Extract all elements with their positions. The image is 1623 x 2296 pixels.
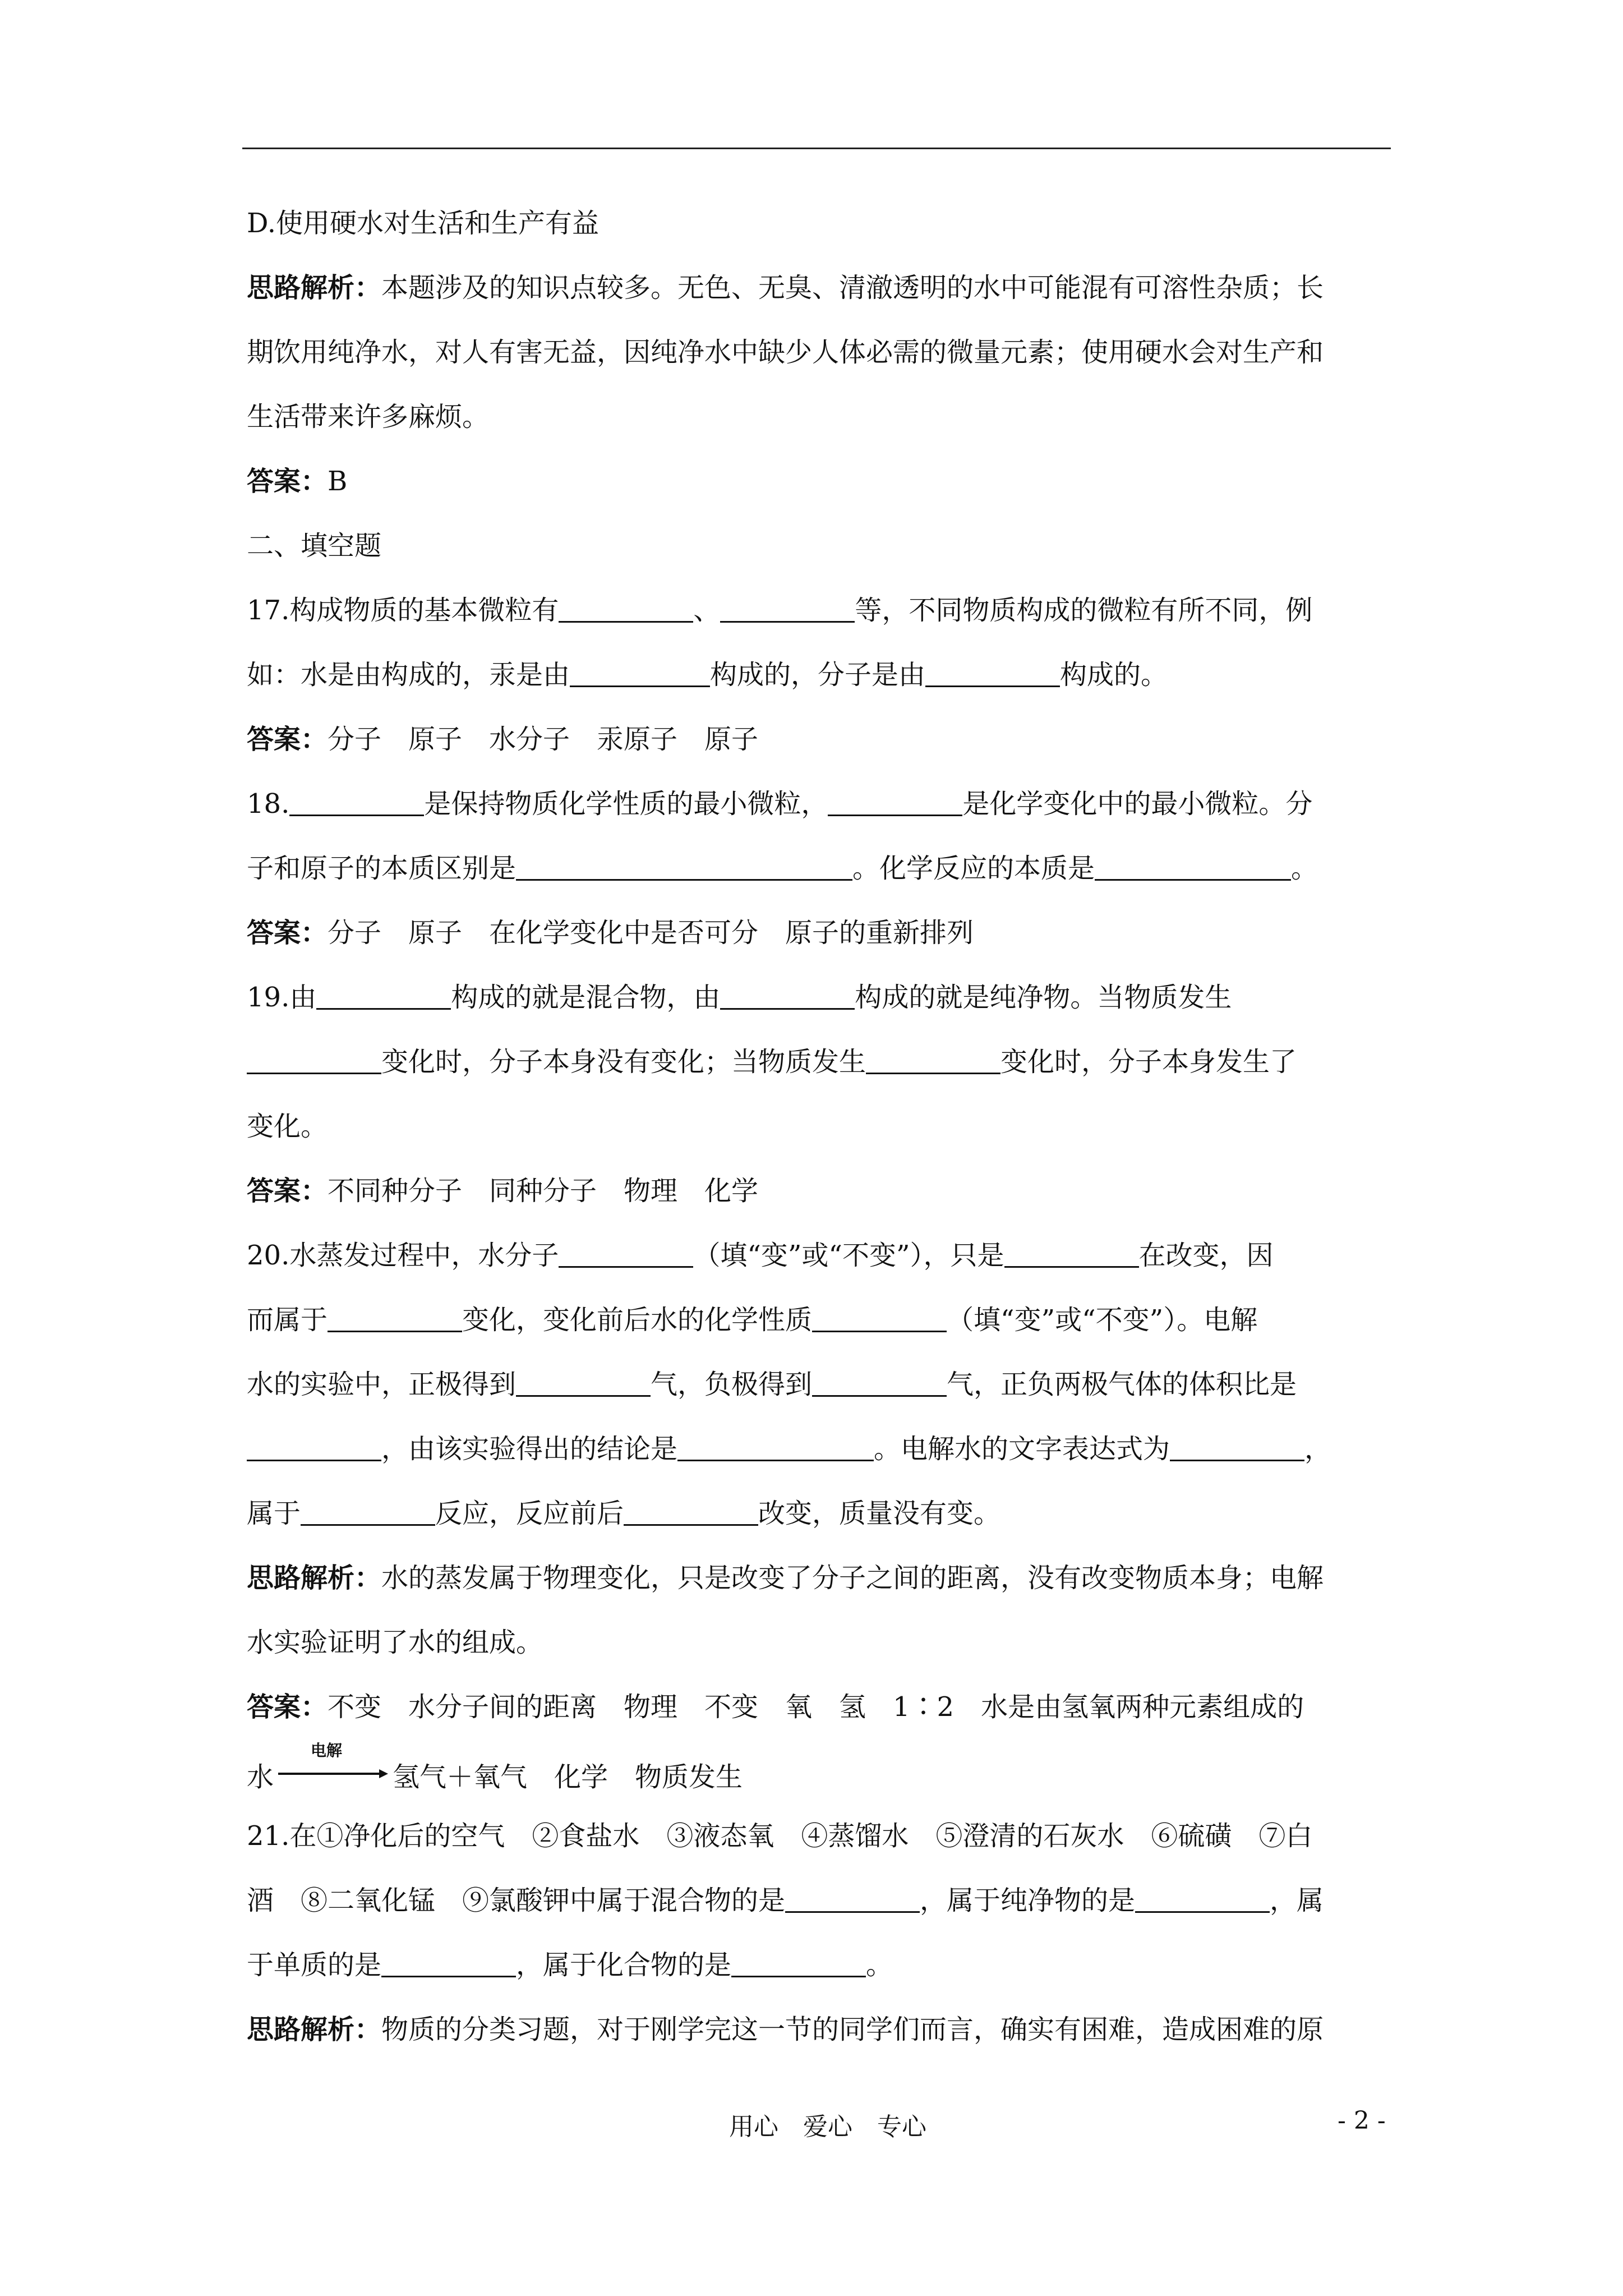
text-line: 水的实验中，正极得到 气，负极得到 气，正负两极气体的体积比是 [247, 1369, 1297, 1400]
blank [559, 1240, 693, 1268]
text-line: 生活带来许多麻烦。 [247, 401, 490, 432]
text-line: 于单质的是 ，属于化合物的是 。 [247, 1949, 893, 1981]
blank [812, 1369, 947, 1397]
blank [1095, 853, 1291, 881]
blank [516, 1369, 651, 1397]
answer-line: 答案：不变 水分子间的距离 物理 不变 氧 氢 1∶2 水是由氢氧两种元素组成的 [247, 1691, 1304, 1723]
blank [677, 1434, 874, 1461]
equation-line: 水 电解 氢气＋氧气 化学 物质发生 [247, 1741, 743, 1793]
blank [381, 1950, 516, 1977]
document-body [247, 208, 1391, 2078]
question-21-line: 21.在①净化后的空气 ②食盐水 ③液态氧 ④蒸馏水 ⑤澄清的石灰水 ⑥硫磺 ⑦白 [247, 1820, 1313, 1852]
text-line: 属于 反应，反应前后 改变，质量没有变。 [247, 1498, 1001, 1529]
reaction-condition: 电解 [311, 1741, 343, 1760]
blank [516, 853, 852, 881]
answer-line: 答案：B [247, 466, 348, 497]
answer-label: 答案： [247, 917, 328, 949]
blank [720, 595, 855, 623]
blank [247, 1047, 381, 1074]
answer-line: 答案：分子 原子 水分子 汞原子 原子 [247, 724, 759, 755]
text-line: ，由该实验得出的结论是 。电解水的文字表达式为 ， [247, 1433, 1391, 1498]
text-line: 期饮用纯净水，对人有害无益，因纯净水中缺少人体必需的微量元素；使用硬水会对生产和 [247, 337, 1324, 368]
answer-line: 答案：不同种分子 同种分子 物理 化学 [247, 1175, 759, 1207]
answer-label: 答案： [247, 1691, 328, 1723]
blank [1170, 1434, 1304, 1461]
blank [720, 982, 855, 1010]
question-17-line: 17.构成物质的基本微粒有 、 等，不同物质构成的微粒有所不同，例 [247, 595, 1313, 626]
text-line: 变化时，分子本身没有变化；当物质发生 变化时，分子本身发生了 [247, 1046, 1391, 1111]
blank [828, 789, 962, 816]
blank [559, 595, 693, 623]
text-line: 水实验证明了水的组成。 [247, 1627, 543, 1658]
reaction-arrow [277, 1741, 389, 1789]
blank [1004, 1240, 1139, 1268]
page-number: - 2 - [1338, 2106, 1386, 2135]
text-line: 酒 ⑧二氧化锰 ⑨氯酸钾中属于混合物的是 ，属于纯净物的是 ，属 [247, 1885, 1324, 1916]
analysis-line: 思路解析：物质的分类习题，对于刚学完这一节的同学们而言，确实有困难，造成困难的原 [247, 2014, 1324, 2045]
header-rule [242, 148, 1391, 149]
blank [925, 660, 1060, 687]
section-heading: 二、填空题 [247, 530, 382, 562]
text-line: D.使用硬水对生活和生产有益 [247, 208, 600, 239]
analysis-line: 思路解析：本题涉及的知识点较多。无色、无臭、清澈透明的水中可能混有可溶性杂质；长 [247, 272, 1324, 303]
blank [316, 982, 451, 1010]
footer-slogan: 用心 爱心 专心 [729, 2113, 926, 2141]
blank [289, 789, 424, 816]
text-line: 变化。 [247, 1111, 328, 1142]
blank [301, 1498, 435, 1526]
blank [731, 1950, 866, 1977]
text-line: 子和原子的本质区别是 。化学反应的本质是 。 [247, 853, 1318, 884]
answer-label: 答案： [247, 466, 328, 497]
blank [785, 1885, 920, 1913]
blank [812, 1305, 947, 1332]
analysis-label: 思路解析： [247, 272, 382, 303]
analysis-line: 思路解析：水的蒸发属于物理变化，只是改变了分子之间的距离，没有改变物质本身；电解 [247, 1562, 1324, 1594]
blank [866, 1047, 1000, 1074]
question-19-line: 19.由 构成的就是混合物，由 构成的就是纯净物。当物质发生 [247, 982, 1232, 1013]
blank [1135, 1885, 1270, 1913]
blank [570, 660, 710, 687]
question-20-line: 20.水蒸发过程中，水分子 （填“变”或“不变”），只是 在改变，因 [247, 1240, 1274, 1271]
answer-label: 答案： [247, 1175, 328, 1207]
blank [624, 1498, 758, 1526]
analysis-label: 思路解析： [247, 1562, 382, 1594]
question-18-line: 18. 是保持物质化学性质的最小微粒， 是化学变化中的最小微粒。分 [247, 788, 1313, 820]
answer-label: 答案： [247, 724, 328, 755]
text-line: 而属于 变化，变化前后水的化学性质 （填“变”或“不变”）。电解 [247, 1304, 1258, 1336]
blank [247, 1434, 381, 1461]
arrow-icon [277, 1756, 389, 1789]
answer-line: 答案：分子 原子 在化学变化中是否可分 原子的重新排列 [247, 917, 974, 949]
analysis-label: 思路解析： [247, 2014, 382, 2045]
text-line: 如：水是由构成的，汞是由 构成的，分子是由 构成的。 [247, 659, 1168, 691]
blank [328, 1305, 462, 1332]
